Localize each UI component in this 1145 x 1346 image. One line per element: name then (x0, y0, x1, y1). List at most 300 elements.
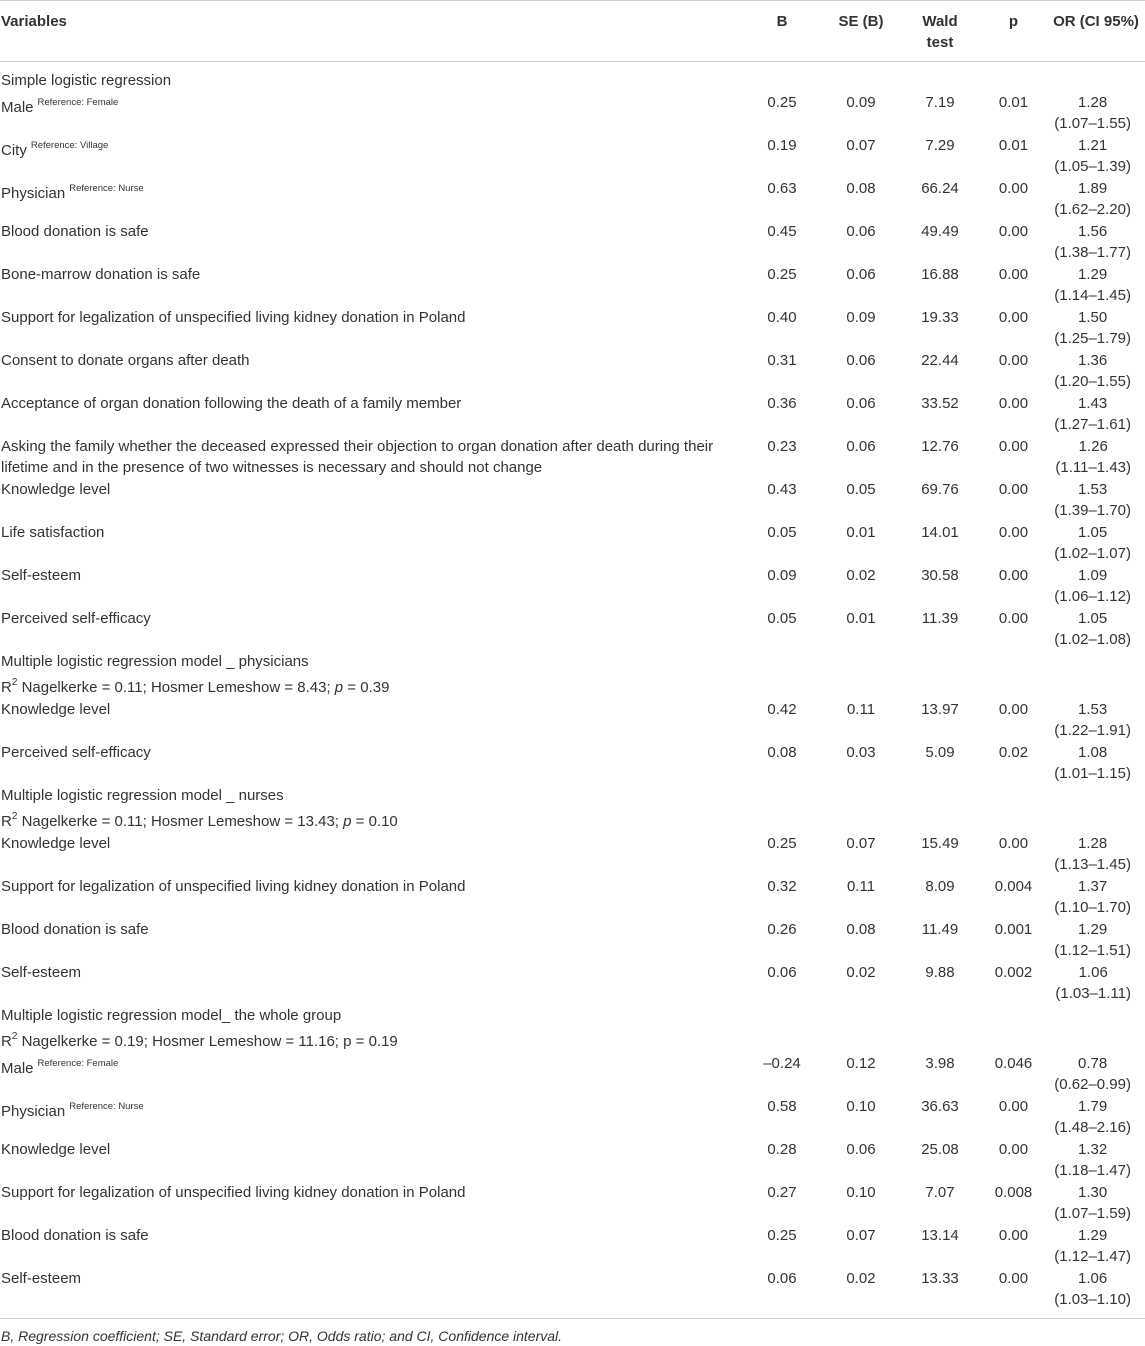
or-value: 1.29 (1078, 265, 1108, 283)
or-value: 1.89 (1078, 179, 1108, 197)
p-cell: 0.02 (998, 743, 1029, 761)
variable-cell (0, 1053, 742, 1096)
se-cell: 0.06 (846, 222, 876, 240)
or-value: 1.43 (1078, 394, 1108, 412)
b-cell: 0.28 (767, 1140, 797, 1158)
wald-cell: 15.49 (921, 834, 959, 852)
variable-cell (0, 876, 742, 919)
section-title-text: Multiple logistic regression model _ physicians (1, 652, 309, 670)
variable-cell (0, 350, 742, 393)
or-cell (1047, 264, 1145, 307)
header-p: p (980, 1, 1047, 62)
ci-value: (1.25–1.79) (1054, 330, 1131, 347)
stat-r: R (1, 679, 12, 696)
se-cell: 0.01 (846, 609, 876, 627)
p-cell: 0.00 (998, 394, 1029, 412)
wald-cell: 11.49 (921, 920, 959, 938)
reference-note: Reference: Female (37, 96, 119, 108)
se-cell: 0.08 (846, 179, 876, 197)
table-row (0, 699, 1145, 742)
section-title-row (0, 785, 1145, 833)
variable-cell (0, 565, 742, 608)
stat-p-letter: p (343, 813, 352, 830)
variable-cell (0, 393, 742, 436)
variable-label: Blood donation is safe (1, 1226, 149, 1244)
p-cell: 0.008 (994, 1183, 1033, 1201)
section-title-text: Multiple logistic regression model_ the whole group (1, 1006, 342, 1024)
se-cell: 0.07 (846, 834, 876, 852)
ci-value: (1.48–2.16) (1054, 1119, 1131, 1136)
table-row (0, 1268, 1145, 1319)
stat-text: Nagelkerke = 0.11; Hosmer Lemeshow = 13.43; (17, 813, 344, 830)
se-cell: 0.06 (846, 1140, 876, 1158)
stat-p-value: = 0.10 (351, 813, 398, 830)
or-cell (1047, 742, 1145, 785)
or-cell (1047, 1096, 1145, 1139)
ci-value: (1.12–1.51) (1054, 942, 1131, 959)
variable-cell (0, 742, 742, 785)
section-title (0, 785, 1145, 833)
stat-p-letter: p (334, 679, 344, 696)
or-wrap (1054, 393, 1131, 436)
ci-value: (0.62–0.99) (1054, 1076, 1131, 1093)
variable-label: Knowledge level (1, 1140, 111, 1158)
wald-cell: 12.76 (921, 437, 959, 455)
header-b: B (742, 1, 822, 62)
or-wrap (1055, 436, 1131, 479)
table-row (0, 479, 1145, 522)
table-footnote: B, Regression coefficient; SE, Standard error; OR, Odds ratio; and CI, Confidence interval. (1, 1327, 563, 1344)
se-cell: 0.07 (846, 1226, 876, 1244)
table-row (0, 1096, 1145, 1139)
or-cell (1047, 962, 1145, 1005)
p-cell: 0.00 (998, 1226, 1029, 1244)
variable-label: Male (1, 98, 34, 116)
b-cell: 0.19 (767, 136, 797, 154)
b-cell: 0.26 (767, 920, 797, 938)
or-cell (1047, 436, 1145, 479)
b-cell: 0.42 (767, 700, 797, 718)
variable-cell (0, 1096, 742, 1139)
se-cell: 0.08 (846, 920, 876, 938)
or-wrap (1054, 1225, 1131, 1268)
or-value: 1.05 (1078, 609, 1108, 627)
wald-cell: 7.29 (925, 136, 955, 154)
se-cell: 0.02 (846, 566, 876, 584)
wald-cell: 3.98 (925, 1054, 955, 1072)
table-row (0, 1053, 1145, 1096)
variable-cell (0, 178, 742, 221)
b-cell: 0.63 (767, 179, 797, 197)
table-row (0, 522, 1145, 565)
or-cell (1047, 919, 1145, 962)
variable-label: Consent to donate organs after death (1, 351, 250, 369)
or-wrap (1054, 876, 1131, 919)
or-wrap (1055, 962, 1131, 1005)
se-cell: 0.05 (846, 480, 876, 498)
or-wrap (1054, 699, 1131, 742)
or-wrap (1054, 1182, 1131, 1225)
variable-label: Self-esteem (1, 566, 82, 584)
variable-cell (0, 135, 742, 178)
p-cell: 0.00 (998, 179, 1029, 197)
variable-cell (0, 1139, 742, 1182)
or-cell (1047, 350, 1145, 393)
b-cell: 0.06 (742, 1268, 822, 1319)
wald-cell: 13.33 (900, 1268, 980, 1319)
variable-label: City (1, 141, 27, 159)
wald-cell: 16.88 (921, 265, 959, 283)
variable-cell (0, 1182, 742, 1225)
table-row (0, 135, 1145, 178)
ci-value: (1.02–1.07) (1054, 545, 1131, 562)
wald-cell: 9.88 (925, 963, 955, 981)
wald-cell: 11.39 (921, 609, 959, 627)
or-wrap (1054, 135, 1131, 178)
or-cell (1047, 1139, 1145, 1182)
b-cell: 0.25 (767, 834, 797, 852)
ci-value: (1.20–1.55) (1054, 373, 1131, 390)
or-value: 1.56 (1078, 222, 1108, 240)
ci-value: (1.03–1.10) (1054, 1291, 1131, 1308)
table-row (0, 1225, 1145, 1268)
header-wald-line2: test (926, 34, 954, 51)
or-wrap (1054, 1096, 1131, 1139)
section-title-row (0, 1005, 1145, 1053)
b-cell: 0.05 (767, 609, 797, 627)
b-cell: 0.32 (767, 877, 797, 895)
wald-cell: 25.08 (921, 1140, 959, 1158)
header-se: SE (B) (822, 1, 900, 62)
stat-text: Nagelkerke = 0.11; Hosmer Lemeshow = 8.43; (17, 679, 335, 696)
reference-note: Reference: Nurse (69, 182, 144, 194)
or-value: 1.29 (1078, 920, 1108, 938)
wald-cell: 66.24 (921, 179, 959, 197)
or-value: 1.28 (1078, 834, 1108, 852)
or-cell (1047, 1268, 1145, 1319)
or-cell (1047, 1225, 1145, 1268)
header-wald-line1: Wald (922, 13, 958, 30)
ci-value: (1.13–1.45) (1054, 856, 1131, 873)
se-cell: 0.11 (846, 877, 876, 895)
or-cell (1047, 699, 1145, 742)
or-wrap (1054, 919, 1131, 962)
variable-label: Self-esteem (1, 1269, 82, 1287)
ci-value: (1.14–1.45) (1054, 287, 1131, 304)
ci-value: (1.22–1.91) (1054, 722, 1131, 739)
variable-cell (0, 264, 742, 307)
ci-value: (1.07–1.55) (1054, 115, 1131, 132)
ci-value: (1.10–1.70) (1054, 899, 1131, 916)
b-cell: 0.36 (767, 394, 797, 412)
or-value: 1.06 (1078, 1269, 1108, 1287)
header-row (0, 1, 1145, 62)
se-cell: 0.10 (846, 1097, 876, 1115)
or-wrap (1054, 522, 1131, 565)
header-variables: Variables (0, 1, 742, 62)
se-cell: 0.11 (846, 700, 876, 718)
p-cell: 0.00 (998, 566, 1029, 584)
or-wrap (1054, 264, 1131, 307)
table-row (0, 742, 1145, 785)
variable-label: Physician (1, 1102, 66, 1120)
variable-label: Support for legalization of unspecified living kidney donation in Poland (1, 1183, 466, 1201)
variable-cell (0, 699, 742, 742)
wald-cell: 5.09 (925, 743, 955, 761)
p-cell: 0.00 (998, 700, 1029, 718)
table-row (0, 608, 1145, 651)
stat-r-superscript: 2 (11, 811, 18, 822)
section-title-row (0, 651, 1145, 699)
wald-cell: 49.49 (921, 222, 959, 240)
or-value: 1.09 (1078, 566, 1108, 584)
wald-cell: 13.14 (921, 1226, 959, 1244)
table-row (0, 393, 1145, 436)
stat-r: R (1, 813, 12, 830)
or-cell (1047, 479, 1145, 522)
wald-cell: 36.63 (921, 1097, 959, 1115)
or-value: 0.78 (1078, 1054, 1108, 1072)
ci-value: (1.07–1.59) (1054, 1205, 1131, 1222)
b-cell: 0.31 (767, 351, 797, 369)
b-cell: 0.25 (767, 265, 797, 283)
or-value: 1.53 (1078, 700, 1108, 718)
ci-value: (1.06–1.12) (1054, 588, 1131, 605)
or-cell (1047, 135, 1145, 178)
p-cell: 0.004 (994, 877, 1033, 895)
wald-cell: 19.33 (921, 308, 959, 326)
variable-cell (0, 479, 742, 522)
wald-cell: 22.44 (921, 351, 959, 369)
or-wrap (1054, 833, 1131, 876)
or-cell (1047, 1182, 1145, 1225)
b-cell: 0.45 (767, 222, 797, 240)
stat-r: R (1, 1033, 12, 1050)
model-fit-stats (1, 1033, 398, 1050)
stat-r-superscript: 2 (11, 677, 18, 688)
variable-label: Bone-marrow donation is safe (1, 265, 201, 283)
table-row (0, 178, 1145, 221)
ci-value: (1.18–1.47) (1054, 1162, 1131, 1179)
b-cell: 0.40 (767, 308, 797, 326)
se-cell: 0.02 (846, 963, 876, 981)
or-value: 1.53 (1078, 480, 1108, 498)
or-wrap (1054, 92, 1131, 135)
model-fit-stats (1, 813, 398, 830)
se-cell: 0.07 (846, 136, 876, 154)
se-cell: 0.09 (846, 93, 876, 111)
or-value: 1.30 (1078, 1183, 1108, 1201)
or-value: 1.29 (1078, 1226, 1108, 1244)
ci-value: (1.05–1.39) (1054, 158, 1131, 175)
variable-cell (0, 307, 742, 350)
se-cell: 0.02 (822, 1268, 900, 1319)
reference-note: Reference: Nurse (69, 1100, 144, 1112)
b-cell: 0.23 (767, 437, 797, 455)
p-cell: 0.00 (998, 308, 1029, 326)
se-cell: 0.06 (846, 351, 876, 369)
table-row (0, 1139, 1145, 1182)
reference-note: Reference: Village (30, 139, 109, 151)
variable-label: Blood donation is safe (1, 920, 149, 938)
or-wrap (1054, 1268, 1131, 1311)
variable-cell (0, 608, 742, 651)
variable-label: Support for legalization of unspecified living kidney donation in Poland (1, 877, 466, 895)
section-title-text: Multiple logistic regression model _ nurses (1, 786, 284, 804)
table-row (0, 307, 1145, 350)
p-cell: 0.046 (994, 1054, 1033, 1072)
ci-value: (1.01–1.15) (1054, 765, 1131, 782)
variable-label: Physician (1, 184, 66, 202)
or-cell (1047, 1053, 1145, 1096)
or-wrap (1054, 350, 1131, 393)
or-value: 1.36 (1078, 351, 1108, 369)
variable-label: Asking the family whether the deceased expressed their objection to organ donation after death during their lifetime and in the presence of two witnesses is necessary and should not change (1, 437, 714, 476)
b-cell: 0.06 (767, 963, 797, 981)
or-cell (1047, 608, 1145, 651)
or-wrap (1054, 178, 1131, 221)
table-row (0, 565, 1145, 608)
se-cell: 0.03 (846, 743, 876, 761)
b-cell: 0.08 (767, 743, 797, 761)
stat-r-superscript: 2 (11, 1031, 18, 1042)
or-value: 1.05 (1078, 523, 1108, 541)
section-title-row (0, 62, 1145, 92)
wald-cell: 7.07 (925, 1183, 955, 1201)
p-cell: 0.00 (998, 1097, 1029, 1115)
or-cell (1047, 876, 1145, 919)
ci-value: (1.62–2.20) (1054, 201, 1131, 218)
p-cell: 0.00 (998, 834, 1029, 852)
table-row (0, 833, 1145, 876)
ci-value: (1.12–1.47) (1054, 1248, 1131, 1265)
stat-p-value: = 0.39 (343, 679, 390, 696)
variable-label: Blood donation is safe (1, 222, 149, 240)
or-wrap (1054, 1053, 1131, 1096)
variable-label: Male (1, 1059, 34, 1077)
b-cell: 0.05 (767, 523, 797, 541)
variable-cell (0, 436, 742, 479)
or-wrap (1054, 742, 1131, 785)
se-cell: 0.01 (846, 523, 876, 541)
se-cell: 0.12 (846, 1054, 876, 1072)
p-cell: 0.01 (998, 93, 1029, 111)
variable-label: Support for legalization of unspecified living kidney donation in Poland (1, 308, 466, 326)
p-cell: 0.002 (994, 963, 1033, 981)
b-cell: 0.43 (767, 480, 797, 498)
variable-cell (0, 833, 742, 876)
variable-label: Knowledge level (1, 700, 111, 718)
or-value: 1.50 (1078, 308, 1108, 326)
p-cell: 0.001 (994, 920, 1033, 938)
variable-cell (0, 1268, 742, 1319)
p-cell: 0.00 (998, 609, 1029, 627)
variable-cell (0, 221, 742, 264)
wald-cell: 7.19 (925, 93, 955, 111)
p-cell: 0.00 (998, 351, 1029, 369)
variable-label: Self-esteem (1, 963, 82, 981)
variable-label: Perceived self-efficacy (1, 743, 151, 761)
se-cell: 0.06 (846, 394, 876, 412)
ci-value: (1.38–1.77) (1054, 244, 1131, 261)
variable-label: Acceptance of organ donation following the death of a family member (1, 394, 462, 412)
p-cell: 0.01 (998, 136, 1029, 154)
table-row (0, 221, 1145, 264)
table-row (0, 919, 1145, 962)
wald-cell: 8.09 (925, 877, 955, 895)
b-cell: 0.09 (767, 566, 797, 584)
p-cell: 0.00 (998, 523, 1029, 541)
or-value: 1.21 (1078, 136, 1108, 154)
wald-cell: 14.01 (921, 523, 959, 541)
ci-value: (1.11–1.43) (1055, 459, 1131, 476)
or-cell (1047, 565, 1145, 608)
wald-cell: 69.76 (921, 480, 959, 498)
p-cell: 0.00 (998, 437, 1029, 455)
variable-label: Knowledge level (1, 480, 111, 498)
or-cell (1047, 833, 1145, 876)
or-wrap (1054, 479, 1131, 522)
p-cell: 0.00 (998, 222, 1029, 240)
or-cell (1047, 221, 1145, 264)
ci-value: (1.39–1.70) (1054, 502, 1131, 519)
variable-cell (0, 1225, 742, 1268)
or-value: 1.28 (1078, 93, 1108, 111)
b-cell: 0.27 (767, 1183, 797, 1201)
or-value: 1.06 (1078, 963, 1108, 981)
header-or: OR (CI 95%) (1047, 1, 1145, 62)
or-value: 1.32 (1078, 1140, 1108, 1158)
or-wrap (1054, 565, 1131, 608)
ci-value: (1.27–1.61) (1054, 416, 1131, 433)
or-cell (1047, 307, 1145, 350)
table-row (0, 264, 1145, 307)
or-cell (1047, 178, 1145, 221)
p-cell: 0.00 (998, 265, 1029, 283)
b-cell: 0.25 (767, 93, 797, 111)
ci-value: (1.02–1.08) (1054, 631, 1131, 648)
stat-text: Nagelkerke = 0.19; Hosmer Lemeshow = 11.16; p = 0.19 (17, 1033, 398, 1050)
model-fit-stats (1, 679, 389, 696)
or-value: 1.08 (1078, 743, 1108, 761)
p-cell: 0.00 (980, 1268, 1047, 1319)
p-cell: 0.00 (998, 1140, 1029, 1158)
section-title (0, 1005, 1145, 1053)
variable-label: Knowledge level (1, 834, 111, 852)
se-cell: 0.06 (846, 437, 876, 455)
se-cell: 0.09 (846, 308, 876, 326)
b-cell: –0.24 (763, 1054, 801, 1072)
wald-cell: 30.58 (921, 566, 959, 584)
b-cell: 0.25 (767, 1226, 797, 1244)
wald-cell: 13.97 (921, 700, 959, 718)
or-value: 1.26 (1078, 437, 1108, 455)
header-wald (900, 1, 980, 62)
se-cell: 0.06 (846, 265, 876, 283)
table-row (0, 436, 1145, 479)
reference-note: Reference: Female (37, 1057, 119, 1069)
or-cell (1047, 393, 1145, 436)
section-title-text: Simple logistic regression (1, 72, 172, 89)
or-cell (1047, 522, 1145, 565)
variable-cell (0, 522, 742, 565)
variable-cell (0, 962, 742, 1005)
or-value: 1.37 (1078, 877, 1108, 895)
or-wrap (1054, 221, 1131, 264)
ci-value: (1.03–1.11) (1055, 985, 1131, 1002)
table-body (0, 62, 1145, 1319)
table-row (0, 350, 1145, 393)
